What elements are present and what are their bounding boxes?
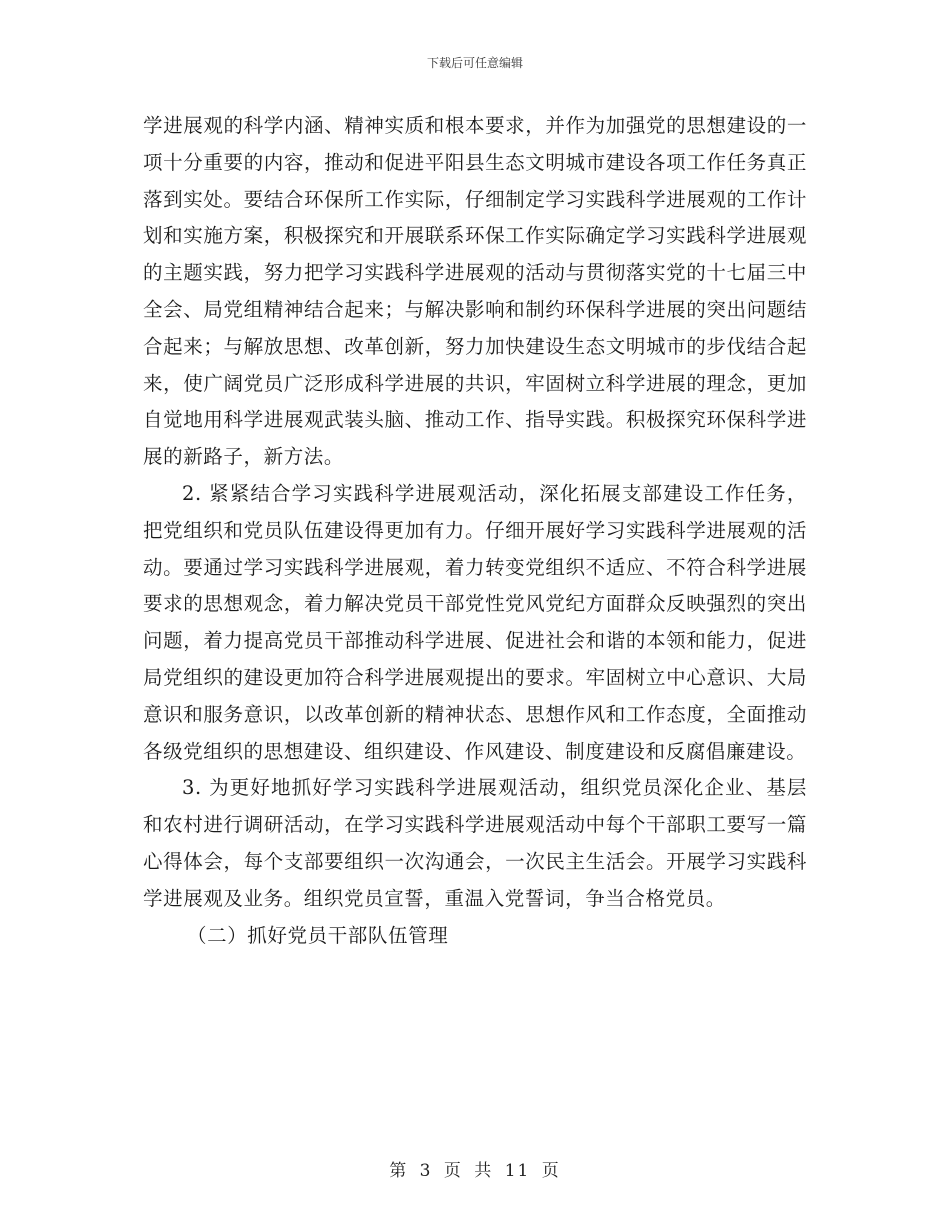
paragraph-item-3: 3. 为更好地抓好学习实践科学进展观活动，组织党员深化企业、基层和农村进行调研活动，在学习实践科学进展观活动中每个干部职工要写一篇心得体会，每个支部要组织一次沟通会，一次民主生活会。开展学习实践科学进展观及业务。组织党员宣誓，重温入党誓词，争当合格党员。 bbox=[143, 776, 807, 910]
paragraph-item-2: 2. 紧紧结合学习实践科学进展观活动，深化拓展支部建设工作任务，把党组织和党员队伍建设得更加有力。仔细开展好学习实践科学进展观的活动。要通过学习实践科学进展观，着力转变党组织不适应、不符合科学进展要求的思想观念，着力解决党员干部党性党风党纪方面群众反映强烈的突出问题，着力提高党员干部推动科学进展、促进社会和谐的本领和能力，促进局党组织的建设更加符合科学进展观提出的要求。牢固树立中心意识、大局意识和服务意识，以改革创新的精神状态、思想作风和工作态度，全面推动各级党组织的思想建设、组织建设、作风建设、制度建设和反腐倡廉建设。 bbox=[143, 481, 807, 763]
page-number-footer: 第 3 页 共 11 页 bbox=[389, 1161, 561, 1181]
section-heading: （二）抓好党员干部队伍管理 bbox=[187, 923, 449, 947]
paragraph-continuation: 学进展观的科学内涵、精神实质和根本要求，并作为加强党的思想建设的一项十分重要的内容，推动和促进平阳县生态文明城市建设各项工作任务真正落到实处。要结合环保所工作实际，仔细制定学习实践科学进展观的工作计划和实施方案，积极探究和开展联系环保工作实际确定学习实践科学进展观的主题实践，努力把学习实践科学进展观的活动与贯彻落实党的十七届三中全会、局党组精神结合起来；与解决影响和制约环保科学进展的突出问题结合起来；与解放思想、改革创新，努力加快建设生态文明城市的步伐结合起来，使广阔党员广泛形成科学进展的共识，牢固树立科学进展的理念，更加自觉地用科学进展观武装头脑、推动工作、指导实践。积极探究环保科学进展的新路子，新方法。 bbox=[143, 114, 807, 469]
document-body bbox=[143, 108, 807, 954]
page-header: 下载后可任意编辑 bbox=[426, 56, 523, 70]
